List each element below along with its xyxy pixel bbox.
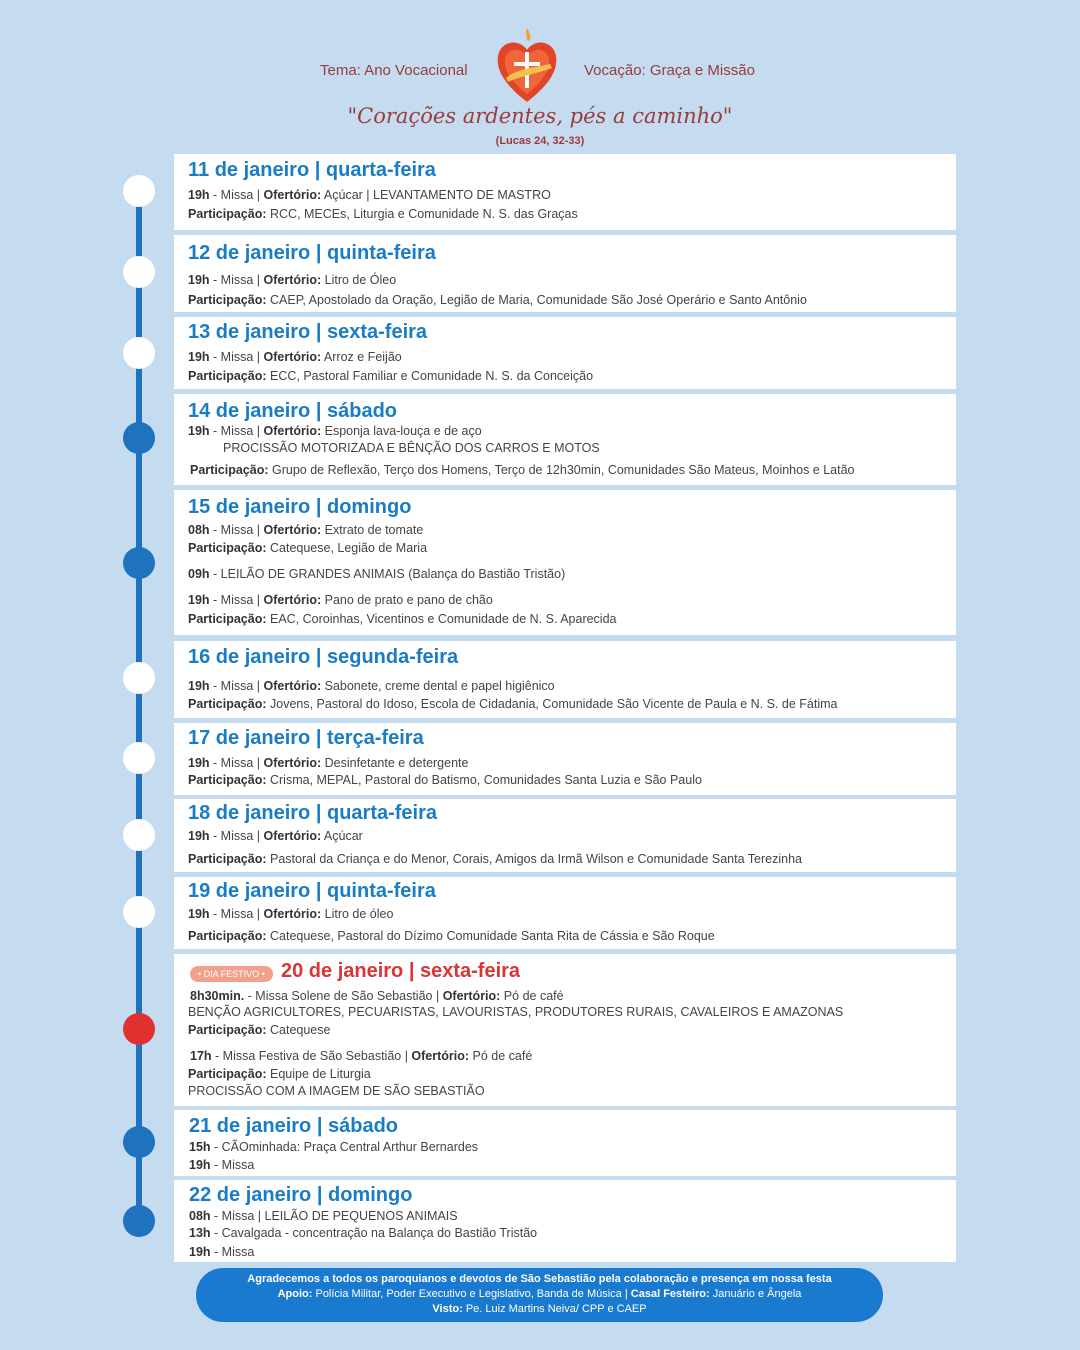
- mass-line: 19h - Missa: [189, 1245, 255, 1259]
- event-line: PROCISSÃO MOTORIZADA E BÊNÇÃO DOS CARROS E MOTOS: [223, 441, 600, 455]
- participation-line: Participação: Pastoral da Criança e do Menor, Corais, Amigos da Irmã Wilson e Comunidade Santa Terezinha: [188, 852, 802, 866]
- event-line: 13h - Cavalgada - concentração na Balança do Bastião Tristão: [189, 1226, 538, 1240]
- day-card: [174, 1110, 956, 1176]
- participation-line: Participação: Catequese: [188, 1023, 331, 1037]
- timeline-dot: [123, 819, 155, 851]
- participation-line: Participação: Catequese, Pastoral do Dízimo Comunidade Santa Rita de Cássia e São Roque: [188, 929, 715, 943]
- timeline-dot: [123, 256, 155, 288]
- visto-text: Visto: Pe. Luiz Martins Neiva/ CPP e CAEP: [432, 1303, 647, 1315]
- mass-line: 8h30min. - Missa Solene de São Sebastião | Ofertório: Pó de café: [190, 989, 564, 1003]
- day-title: 22 de janeiro | domingo: [189, 1184, 413, 1206]
- mass-line: 19h - Missa | Ofertório: Pano de prato e pano de chão: [188, 593, 493, 607]
- blessing-line: BENÇÃO AGRICULTORES, PECUARISTAS, LAVOURISTAS, PRODUTORES RURAIS, CAVALEIROS E AMAZONAS: [188, 1005, 844, 1019]
- day-title: 15 de janeiro | domingo: [188, 496, 412, 518]
- day-title: 20 de janeiro | sexta-feira: [281, 960, 521, 982]
- mass-line: 19h - Missa | Ofertório: Açúcar: [188, 829, 363, 843]
- day-card: [174, 799, 956, 872]
- day-title: 17 de janeiro | terça-feira: [188, 727, 424, 749]
- participation-line: Participação: RCC, MECEs, Liturgia e Comunidade N. S. das Graças: [188, 207, 578, 221]
- day-card: [174, 235, 956, 312]
- day-card: [174, 723, 956, 795]
- thanks-text: Agradecemos a todos os paroquianos e devotos de São Sebastião pela colaboração e presença em nossa festa: [247, 1273, 832, 1285]
- timeline-dot: [123, 547, 155, 579]
- timeline-dot: [123, 337, 155, 369]
- mass-line: 17h - Missa Festiva de São Sebastião | Ofertório: Pó de café: [190, 1049, 533, 1063]
- mass-line: 19h - Missa | Ofertório: Açúcar | LEVANTAMENTO DE MASTRO: [188, 188, 551, 202]
- day-card: [174, 154, 956, 230]
- mass-line: 19h - Missa | Ofertório: Sabonete, creme dental e papel higiênico: [188, 679, 555, 693]
- event-line: 15h - CÃOminhada: Praça Central Arthur Bernardes: [189, 1140, 479, 1154]
- day-title: 16 de janeiro | segunda-feira: [188, 646, 459, 668]
- timeline-dot: [123, 422, 155, 454]
- theme-quote: "Corações ardentes, pés a caminho": [347, 104, 733, 128]
- timeline-dot: [123, 896, 155, 928]
- day-title: 13 de janeiro | sexta-feira: [188, 321, 428, 343]
- mass-line: 19h - Missa | Ofertório: Arroz e Feijão: [188, 350, 402, 364]
- auction-line: 09h - LEILÃO DE GRANDES ANIMAIS (Balança do Bastião Tristão): [188, 567, 566, 581]
- header: [0, 0, 1080, 152]
- day-title: 14 de janeiro | sábado: [188, 400, 398, 422]
- day-card: [174, 394, 956, 485]
- day-card: [174, 641, 956, 718]
- day-title: 19 de janeiro | quinta-feira: [188, 880, 436, 902]
- participation-line: Participação: CAEP, Apostolado da Oração, Legião de Maria, Comunidade São José Operário e Santo Antônio: [188, 293, 807, 307]
- timeline-dot: [123, 1205, 155, 1237]
- tema-text: Tema: Ano Vocacional: [320, 62, 468, 79]
- festive-badge: • DIA FESTIVO •: [190, 966, 273, 982]
- participation-line: Participação: Grupo de Reflexão, Terço dos Homens, Terço de 12h30min, Comunidades São Mateus, Moinhos e Latão: [190, 463, 855, 477]
- mass-line: 19h - Missa | Ofertório: Esponja lava-louça e de aço: [188, 424, 482, 438]
- sacred-heart-icon: [494, 28, 560, 104]
- timeline-dot: [123, 1126, 155, 1158]
- day-title: 12 de janeiro | quinta-feira: [188, 242, 436, 264]
- bible-reference: (Lucas 24, 32-33): [495, 135, 585, 147]
- mass-line: 08h - Missa | LEILÃO DE PEQUENOS ANIMAIS: [189, 1209, 458, 1223]
- procession-line: PROCISSÃO COM A IMAGEM DE SÃO SEBASTIÃO: [188, 1084, 485, 1098]
- timeline-dot: [123, 175, 155, 207]
- participation-line: Participação: ECC, Pastoral Familiar e Comunidade N. S. da Conceição: [188, 369, 594, 383]
- apoio-text: Apoio: Polícia Militar, Poder Executivo e Legislativo, Banda de Música | Casal Festeiro: Januário e Ângela: [277, 1288, 802, 1300]
- participation-line: Participação: Crisma, MEPAL, Pastoral do Batismo, Comunidades Santa Luzia e São Paulo: [188, 773, 702, 787]
- day-card: [174, 317, 956, 389]
- mass-line: 19h - Missa | Ofertório: Desinfetante e detergente: [188, 756, 469, 770]
- day-card: [174, 877, 956, 949]
- vocacao-text: Vocação: Graça e Missão: [584, 62, 755, 79]
- mass-line: 19h - Missa | Ofertório: Litro de óleo: [188, 907, 394, 921]
- day-card: [174, 490, 956, 635]
- timeline-dot: [123, 662, 155, 694]
- footer-banner: [196, 1268, 883, 1322]
- timeline-dot-festive: [123, 1013, 155, 1045]
- mass-line: 19h - Missa | Ofertório: Litro de Óleo: [188, 273, 397, 287]
- day-title: 18 de janeiro | quarta-feira: [188, 802, 438, 824]
- day-title: 21 de janeiro | sábado: [189, 1115, 399, 1137]
- participation-line: Participação: Catequese, Legião de Maria: [188, 541, 428, 555]
- day-title: 11 de janeiro | quarta-feira: [188, 159, 436, 181]
- timeline-dot: [123, 742, 155, 774]
- participation-line: Participação: EAC, Coroinhas, Vicentinos e Comunidade de N. S. Aparecida: [188, 612, 617, 626]
- mass-line: 08h - Missa | Ofertório: Extrato de tomate: [188, 523, 424, 537]
- mass-line: 19h - Missa: [189, 1158, 255, 1172]
- participation-line: Participação: Jovens, Pastoral do Idoso, Escola de Cidadania, Comunidade São Vicente de Paula e N. S. de Fátima: [188, 697, 838, 711]
- day-card-festive: [174, 954, 956, 1106]
- participation-line: Participação: Equipe de Liturgia: [188, 1067, 371, 1081]
- day-card: [174, 1180, 956, 1262]
